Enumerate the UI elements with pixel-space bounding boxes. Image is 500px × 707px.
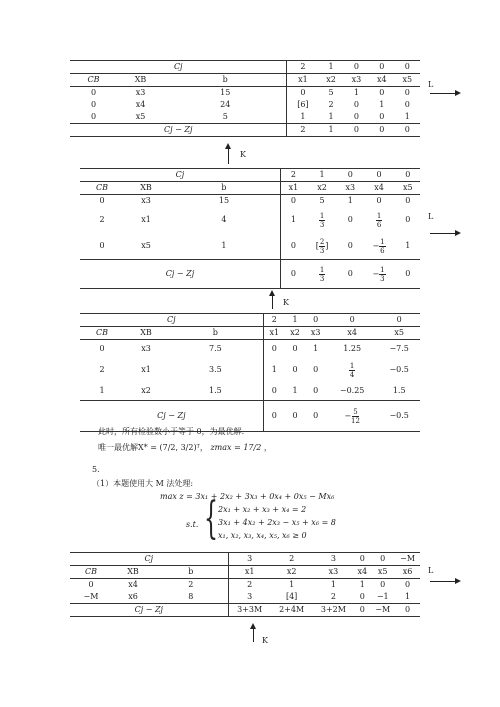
var-header: x5 bbox=[370, 566, 395, 579]
table-row bbox=[80, 382, 420, 401]
optimality-note: 此时，所有检验数小于等于 0，为最优解. bbox=[98, 427, 245, 436]
coef-cell: 1 bbox=[292, 386, 298, 395]
coef-cell: 0 bbox=[395, 87, 420, 100]
xb-cell: x4 bbox=[112, 579, 154, 592]
coef-cell: −7.5 bbox=[378, 340, 420, 359]
cost: 1 bbox=[285, 314, 306, 327]
coef-cell: 0 bbox=[405, 215, 411, 224]
xb-header: XB bbox=[112, 566, 154, 579]
coef-cell: 3 bbox=[247, 592, 253, 601]
coef-cell: 1 bbox=[271, 579, 313, 592]
var-header: x2 bbox=[271, 566, 313, 579]
var-header: x2 bbox=[285, 327, 306, 340]
sigma-label: Cj − Zj bbox=[70, 124, 287, 137]
cost: −M bbox=[395, 553, 420, 566]
coef-cell: $\frac{1}{3}$ bbox=[319, 211, 325, 229]
var-header: x2 bbox=[318, 74, 343, 87]
b-header: b bbox=[164, 74, 287, 87]
sigma-row bbox=[70, 124, 420, 137]
coef-cell: 0 bbox=[271, 386, 277, 395]
pivot-cell: [4] bbox=[285, 592, 298, 601]
coef-cell: 1 bbox=[290, 215, 297, 224]
table-row bbox=[70, 591, 420, 604]
cb-cell: 2 bbox=[99, 215, 105, 224]
coef-cell: 0 bbox=[280, 195, 306, 208]
cb-cell: 1 bbox=[99, 386, 105, 395]
var-header: x3 bbox=[305, 327, 326, 340]
sigma-row bbox=[80, 260, 420, 289]
constraint-2: 3x₁ + 4x₂ + 2x₃ − x₅ + x₆ = 8 bbox=[218, 518, 336, 527]
xb-header: XB bbox=[117, 74, 164, 87]
b-cell: 1 bbox=[168, 233, 280, 260]
cost: 0 bbox=[378, 314, 420, 327]
cj-header: Cj bbox=[80, 314, 263, 327]
var-header: x4 bbox=[326, 327, 378, 340]
coef-cell: 0 bbox=[347, 241, 353, 250]
cost: 0 bbox=[354, 553, 370, 566]
coef-cell: 0 bbox=[395, 579, 420, 592]
table-row bbox=[70, 579, 420, 592]
enter-arrow bbox=[253, 628, 254, 642]
var-header: x3 bbox=[313, 566, 355, 579]
objective-value: zmax = 17/2 bbox=[210, 443, 262, 452]
b-cell: 8 bbox=[154, 591, 228, 604]
sigma-cell: 0 bbox=[285, 401, 306, 432]
b-cell: 15 bbox=[168, 195, 280, 208]
cost: 2 bbox=[280, 169, 306, 182]
coef-cell: − $\frac{1}{6}$ bbox=[372, 237, 385, 255]
cb-header: CB bbox=[70, 74, 117, 87]
sigma-cell: 0 bbox=[369, 124, 394, 137]
table-row bbox=[80, 233, 420, 260]
b-cell: 15 bbox=[164, 87, 287, 100]
cj-header: Cj bbox=[80, 169, 280, 182]
enter-label: K bbox=[283, 298, 289, 307]
coef-cell: 0 bbox=[287, 87, 318, 100]
punctuation: ， bbox=[263, 443, 272, 452]
constraint-3: x₁, x₂, x₃, x₄, x₅, x₆ ≥ 0 bbox=[218, 531, 307, 540]
coef-cell: 1 bbox=[300, 112, 306, 121]
objective-function: max z = 3x₁ + 2x₂ + 3x₃ + 0x₄ + 0x₅ − Mx₆ bbox=[160, 492, 335, 501]
simplex-table-3 bbox=[80, 313, 420, 432]
enter-arrow bbox=[228, 148, 229, 164]
coef-cell: 1 bbox=[338, 195, 362, 208]
var-header: x1 bbox=[280, 182, 306, 195]
sigma-cell: − $\frac{5}{12}$ bbox=[326, 401, 378, 432]
coef-cell: 1 bbox=[271, 365, 277, 374]
b-header: b bbox=[168, 327, 263, 340]
coef-cell: 0 bbox=[353, 100, 359, 109]
coef-cell: 0 bbox=[263, 340, 285, 359]
coef-cell: 0 bbox=[313, 365, 319, 374]
cb-cell: 0 bbox=[80, 340, 124, 359]
coef-cell: 0 bbox=[353, 112, 359, 121]
coef-cell: 1 bbox=[313, 579, 355, 592]
var-header: x1 bbox=[228, 566, 271, 579]
sigma-cell: 0 bbox=[395, 604, 420, 617]
xb-cell: x3 bbox=[117, 87, 164, 100]
cb-header: CB bbox=[70, 566, 112, 579]
sigma-cell: 2+4M bbox=[271, 604, 313, 617]
simplex-table-1 bbox=[70, 60, 420, 137]
sigma-label: Cj − Zj bbox=[80, 260, 280, 289]
b-cell: 2 bbox=[154, 579, 228, 592]
solution-vector: 唯一最优解X* = (7/2, 3/2)ᵀ， bbox=[98, 443, 208, 452]
st-label: s.t. bbox=[186, 520, 199, 529]
optimal-solution bbox=[98, 442, 272, 453]
leave-arrow bbox=[430, 93, 456, 94]
simplex-table-2 bbox=[80, 168, 420, 289]
table-row bbox=[80, 207, 420, 233]
pivot-cell: [6] bbox=[297, 100, 309, 109]
cb-cell: 0 bbox=[80, 195, 124, 208]
simplex-table-4 bbox=[70, 552, 420, 617]
b-cell: 4 bbox=[168, 207, 280, 233]
section-number: 5. bbox=[92, 465, 100, 474]
sigma-cell: 0 bbox=[280, 260, 306, 289]
leave-label: L bbox=[428, 212, 434, 221]
leave-label: L bbox=[428, 566, 434, 575]
coef-cell: 1 bbox=[405, 592, 411, 601]
sigma-cell: −0.5 bbox=[378, 401, 420, 432]
coef-cell: 1 bbox=[354, 579, 370, 592]
xb-cell: x6 bbox=[128, 592, 138, 601]
coef-cell: 0 bbox=[313, 386, 319, 395]
table-row bbox=[70, 111, 420, 124]
cost: 0 bbox=[362, 169, 395, 182]
cost: 0 bbox=[395, 61, 420, 74]
cost: 0 bbox=[326, 314, 378, 327]
var-header: x5 bbox=[395, 74, 420, 87]
var-header: x5 bbox=[396, 182, 420, 195]
sigma-cell: 0 bbox=[263, 401, 285, 432]
coef-cell: 1.25 bbox=[326, 340, 378, 359]
var-header: x2 bbox=[306, 182, 338, 195]
var-header: x4 bbox=[362, 182, 395, 195]
sigma-label: Cj − Zj bbox=[70, 604, 228, 617]
cost: 3 bbox=[313, 553, 355, 566]
b-cell: 3.5 bbox=[168, 358, 263, 382]
coef-cell: $\frac{1}{4}$ bbox=[349, 361, 355, 379]
coef-cell: −0.5 bbox=[389, 365, 409, 374]
b-header: b bbox=[168, 182, 280, 195]
xb-cell: x5 bbox=[135, 112, 146, 121]
coef-cell: 0 bbox=[285, 340, 306, 359]
sigma-cell: 0 bbox=[395, 124, 420, 137]
coef-cell: −0.25 bbox=[339, 386, 365, 395]
sigma-cell: 0 bbox=[305, 401, 326, 432]
enter-arrow bbox=[272, 295, 273, 309]
leave-arrow bbox=[430, 581, 456, 582]
var-header: x4 bbox=[369, 74, 394, 87]
coef-cell: 0 bbox=[362, 195, 395, 208]
cost: 0 bbox=[344, 61, 369, 74]
cb-header: CB bbox=[80, 182, 124, 195]
sigma-cell: 0 bbox=[338, 260, 362, 289]
sigma-cell: −M bbox=[370, 604, 395, 617]
coef-cell: 2 bbox=[328, 100, 334, 109]
enter-label: K bbox=[262, 636, 268, 645]
coef-cell: 5 bbox=[306, 195, 338, 208]
xb-header: XB bbox=[124, 327, 168, 340]
cost: 0 bbox=[369, 61, 394, 74]
xb-cell: x1 bbox=[141, 365, 151, 374]
cb-header: CB bbox=[80, 327, 124, 340]
cost: 0 bbox=[338, 169, 362, 182]
sigma-cell: 2 bbox=[287, 124, 318, 137]
xb-cell: x4 bbox=[135, 100, 146, 109]
cost: 0 bbox=[370, 553, 395, 566]
var-header: x4 bbox=[354, 566, 370, 579]
coef-cell: 0 bbox=[370, 579, 395, 592]
coef-cell: 5 bbox=[318, 87, 343, 100]
b-cell: 5 bbox=[164, 111, 287, 124]
constraint-brace: { bbox=[204, 493, 218, 544]
b-header: b bbox=[154, 566, 228, 579]
coef-cell: $\frac{1}{6}$ bbox=[376, 211, 382, 229]
coef-cell: 1 bbox=[404, 112, 410, 121]
var-header: x6 bbox=[395, 566, 420, 579]
coef-cell: −1 bbox=[376, 592, 389, 601]
coef-cell: 2 bbox=[330, 592, 336, 601]
cb-cell: 0 bbox=[90, 112, 97, 121]
xb-cell: x3 bbox=[124, 195, 168, 208]
sigma-cell: 0 bbox=[344, 124, 369, 137]
b-cell: 7.5 bbox=[168, 340, 263, 359]
cb-cell: −M bbox=[83, 592, 99, 601]
coef-cell: 2 bbox=[228, 579, 271, 592]
cost: 2 bbox=[263, 314, 285, 327]
sigma-label: Cj − Zj bbox=[80, 401, 263, 432]
cost: 1 bbox=[306, 169, 338, 182]
coef-cell: 1 bbox=[328, 112, 334, 121]
sigma-cell: 0 bbox=[396, 260, 420, 289]
b-cell: 1.5 bbox=[168, 382, 263, 401]
sigma-cell: 3+2M bbox=[313, 604, 355, 617]
var-header: x1 bbox=[287, 74, 318, 87]
constraint-1: 2x₁ + x₂ + x₃ + x₄ = 2 bbox=[218, 505, 307, 514]
cost: 2 bbox=[287, 61, 318, 74]
leave-label: L bbox=[428, 80, 434, 89]
var-header: x3 bbox=[344, 74, 369, 87]
xb-cell: x3 bbox=[124, 340, 168, 359]
coef-cell: 0 bbox=[359, 592, 365, 601]
method-note: （1）本题使用大 M 法处理: bbox=[92, 479, 194, 488]
cb-cell: 0 bbox=[70, 579, 112, 592]
sigma-cell: $\frac{1}{3}$ bbox=[306, 260, 338, 289]
var-header: x3 bbox=[338, 182, 362, 195]
cb-cell: 0 bbox=[90, 100, 97, 109]
sigma-cell: 1 bbox=[318, 124, 343, 137]
xb-cell: x2 bbox=[141, 386, 151, 395]
coef-cell: 1 bbox=[379, 100, 385, 109]
cb-cell: 2 bbox=[99, 365, 105, 374]
table-row bbox=[80, 195, 420, 208]
xb-cell: x5 bbox=[141, 241, 151, 250]
enter-label: K bbox=[240, 150, 246, 159]
coef-cell: 1 bbox=[405, 241, 411, 250]
pivot-cell: [ $\frac{2}{3}$ ] bbox=[315, 237, 329, 255]
cost: 1 bbox=[318, 61, 343, 74]
table-row bbox=[70, 99, 420, 111]
b-cell: 24 bbox=[164, 99, 287, 111]
var-header: x1 bbox=[263, 327, 285, 340]
coef-cell: 1 bbox=[305, 340, 326, 359]
cost: 3 bbox=[228, 553, 271, 566]
table-row bbox=[80, 340, 420, 359]
coef-cell: 0 bbox=[290, 241, 297, 250]
coef-cell: 0 bbox=[396, 195, 420, 208]
sigma-cell: − $\frac{1}{3}$ bbox=[362, 260, 395, 289]
sigma-cell: 0 bbox=[354, 604, 370, 617]
coef-cell: 0 bbox=[292, 365, 298, 374]
coef-cell: 1 bbox=[344, 87, 369, 100]
cb-cell: 0 bbox=[70, 87, 117, 100]
var-header: x5 bbox=[378, 327, 420, 340]
table-row bbox=[80, 358, 420, 382]
cj-header: Cj bbox=[70, 553, 228, 566]
table-row bbox=[70, 87, 420, 100]
xb-header: XB bbox=[124, 182, 168, 195]
cb-cell: 0 bbox=[99, 241, 105, 250]
coef-cell: 0 bbox=[379, 112, 385, 121]
cost: 0 bbox=[305, 314, 326, 327]
sigma-row bbox=[70, 604, 420, 617]
sigma-cell: 3+3M bbox=[228, 604, 271, 617]
coef-cell: 0 bbox=[369, 87, 394, 100]
coef-cell: 0 bbox=[347, 215, 353, 224]
cj-header: Cj bbox=[70, 61, 287, 74]
coef-cell: 1.5 bbox=[392, 386, 406, 395]
cost: 2 bbox=[271, 553, 313, 566]
cost: 0 bbox=[396, 169, 420, 182]
coef-cell: 0 bbox=[404, 100, 410, 109]
xb-cell: x1 bbox=[141, 215, 151, 224]
leave-arrow bbox=[430, 233, 456, 234]
